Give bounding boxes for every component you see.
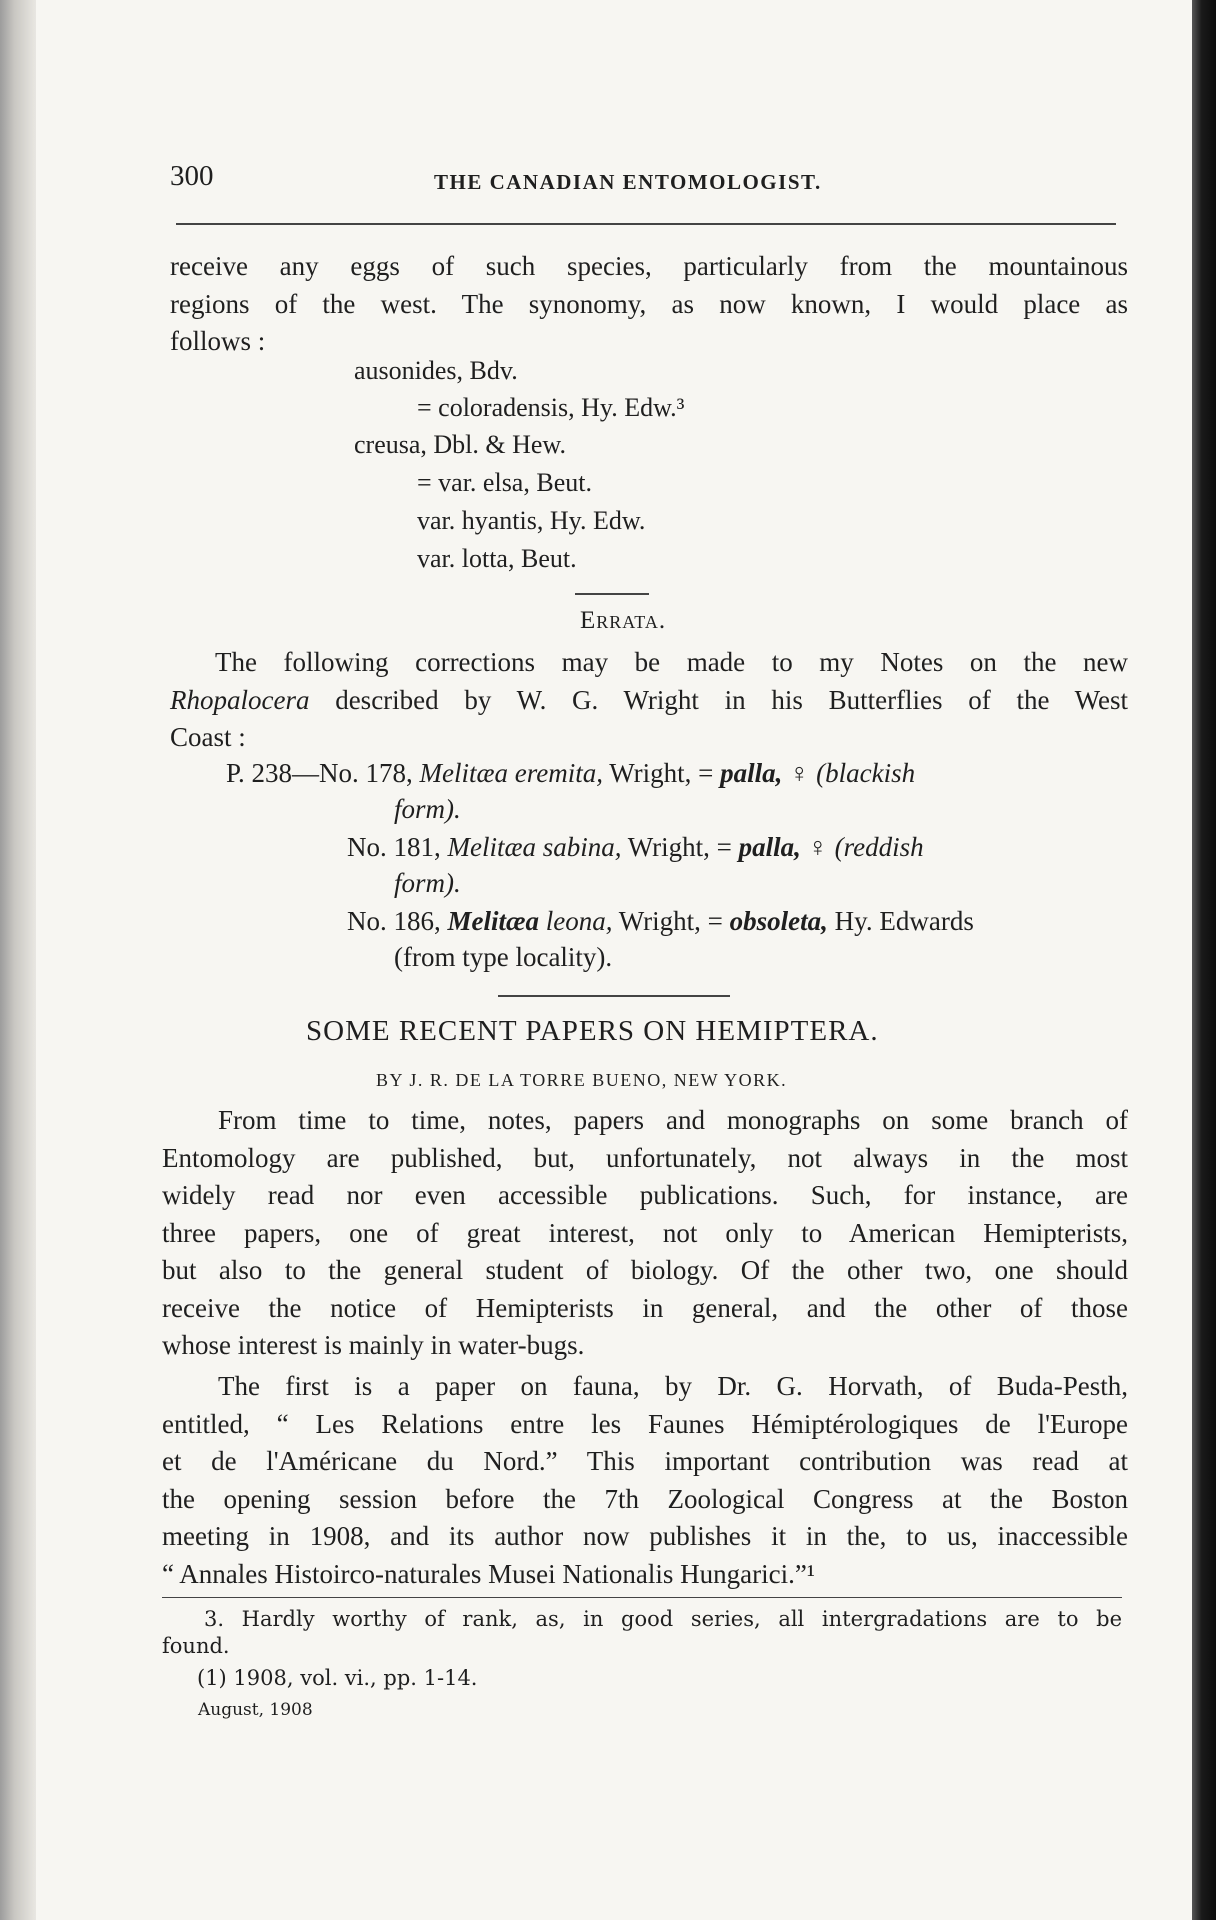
form-note: form). [394,868,461,898]
paragraph-line: entitled, “ Les Relations entre les Faunes Hémiptérologiques de l'Europe [162,1408,1128,1439]
errata-entry [226,758,1126,789]
form-note: (reddish [834,832,924,862]
correct-name: obsoleta, [729,906,828,936]
header-rule [176,223,1116,225]
errata-line [170,682,1128,720]
paragraph-line: receive the notice of Hemipterists in general, and the other of those [162,1292,1128,1323]
scan-right-edge [1192,0,1216,1920]
errata-entry [347,906,974,937]
synonymy-line: var. hyantis, Hy. Edw. [417,506,646,535]
errata-paragraph [170,644,1128,757]
entry-ref: No. 186, [347,906,448,936]
section-rule [498,995,730,997]
synonymy-line: creusa, Dbl. & Hew. [354,430,567,459]
footnote-3 [162,1606,1122,1660]
correct-name: palla, [720,758,783,788]
female-symbol: ♀ [800,832,835,862]
footnote-1: (1) 1908, vol. vi., pp. 1-14. [197,1666,478,1690]
article-paragraph-1 [162,1102,1128,1365]
synonymy-line: = var. elsa, Beut. [417,468,592,497]
section-rule [575,593,649,595]
errata-text: described by W. G. Wright in his Butterflies of the West [309,684,1128,715]
entry-author: Wright, = [621,832,739,862]
article-paragraph-2 [162,1368,1128,1593]
errata-line: Coast : [170,722,246,752]
footnote-line: 3. Hardly worthy of rank, as, in good series, all intergradations are to be [204,1607,1122,1631]
intro-line: regions of the west. The synonomy, as now known, I would place as [170,288,1128,319]
errata-entry-cont [394,868,461,899]
synonymy-line: ausonides, Bdv. [354,356,518,385]
paragraph-line: widely read nor even accessible publications. Such, for instance, are [162,1180,1128,1210]
species-name: Melitæa sabina, [447,832,622,862]
synonymy-line: var. lotta, Beut. [417,544,577,573]
paragraph-line: the opening session before the 7th Zoological Congress at the Boston [162,1483,1128,1514]
entry-ref: P. 238—No. 178, [226,758,420,788]
correct-name: palla, [738,832,801,862]
species-name: Melitæa eremita, [419,758,603,788]
page [36,0,1192,1920]
form-note: (blackish [816,758,916,788]
paragraph-line: three papers, one of great interest, not only to American Hemipterists, [162,1217,1128,1248]
entry-author: Wright, = [603,758,721,788]
paragraph-line: The first is a paper on fauna, by Dr. G. Horvath, of Buda-Pesth, [218,1371,1128,1401]
intro-line: receive any eggs of such species, particularly from the mountainous [170,251,1128,281]
paragraph-line: “ Annales Histoirco-naturales Musei Nationalis Hungarici.”¹ [162,1558,815,1589]
species-name: leona, [539,906,613,936]
paragraph-line: meeting in 1908, and its author now publishes it in the, to us, inaccessible [162,1521,1128,1551]
footnote-line: found. [162,1634,230,1658]
paragraph-line: et de l'Américane du Nord.” This important contribution was read at [162,1446,1128,1476]
female-symbol: ♀ [782,758,817,788]
taxon-name: Rhopalocera [170,684,310,715]
entry-author: Hy. Edwards [827,906,974,936]
paragraph-line: From time to time, notes, papers and monographs on some branch of [218,1105,1128,1135]
errata-entry-cont [394,942,612,973]
article-title: SOME RECENT PAPERS ON HEMIPTERA. [306,1015,879,1047]
scan-left-edge [0,0,36,1920]
entry-ref: No. 181, [347,832,448,862]
errata-entry [347,832,924,863]
running-head: THE CANADIAN ENTOMOLOGIST. [434,170,822,194]
issue-date: August, 1908 [198,1700,313,1720]
paragraph-line: whose interest is mainly in water-bugs. [162,1330,585,1360]
synonymy-line: = coloradensis, Hy. Edw.³ [417,393,685,422]
errata-line: The following corrections may be made to my Notes on the new [215,647,1128,677]
intro-paragraph [170,248,1128,361]
article-byline: BY J. R. DE LA TORRE BUENO, NEW YORK. [376,1070,788,1090]
paragraph-line: Entomology are published, but, unfortunately, not always in the most [162,1142,1128,1173]
entry-author: Wright, = [612,906,730,936]
species-name: Melitæa [447,906,539,936]
form-note: form). [394,794,461,824]
paragraph-line: but also to the general student of biology. Of the other two, one should [162,1255,1128,1285]
locality-note: (from type locality). [394,942,613,972]
footnote-rule [162,1597,1122,1598]
errata-heading: Errata. [580,607,667,634]
page-number: 300 [170,160,214,192]
intro-line: follows : [170,326,266,356]
errata-entry-cont [394,794,461,825]
